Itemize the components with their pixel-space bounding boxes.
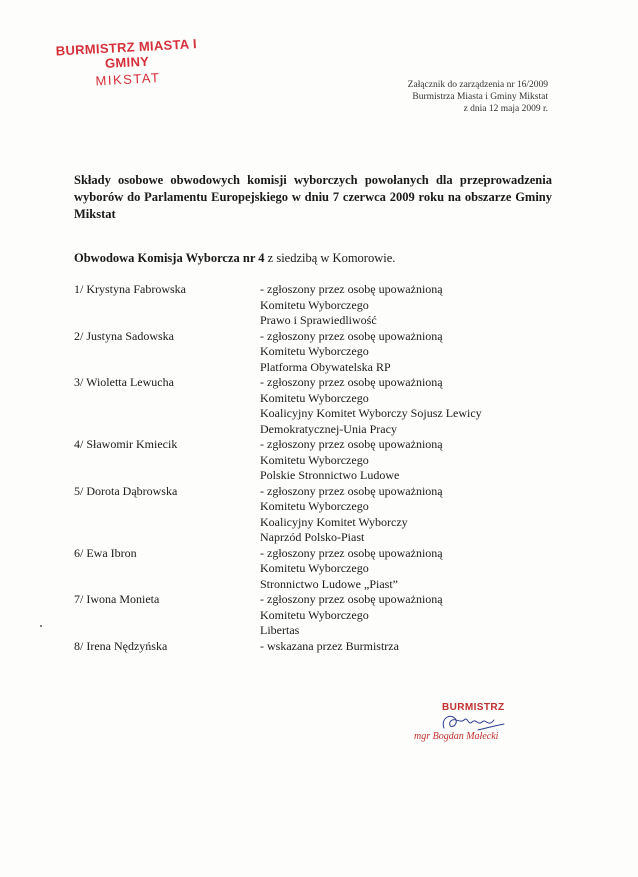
attachment-line-1: Załącznik do zarządzenia nr 16/2009	[407, 80, 548, 90]
nomination-line: Libertas	[260, 623, 300, 637]
stamp-line-1: BURMISTRZ MIASTA I GMINY	[55, 36, 198, 71]
nomination-line: Komitetu Wyborczego	[260, 452, 369, 467]
commission-location: z siedzibą w Komorowie.	[264, 251, 396, 265]
member-entry	[74, 639, 554, 655]
commission-name: Obwodowa Komisja Wyborcza nr 4	[74, 251, 265, 265]
nomination-line: Demokratycznej-Unia Pracy	[260, 421, 397, 436]
nomination-line: Platforma Obywatelska RP	[260, 359, 391, 374]
office-stamp	[46, 36, 208, 91]
attachment-line-3: z dnia 12 maja 2009 r.	[463, 104, 548, 114]
nomination-line: Polskie Stronnictwo Ludowe	[260, 468, 400, 482]
nomination-line: - zgłoszony przez osobę upoważnioną	[260, 437, 443, 451]
nomination-line: Komitetu Wyborczego	[260, 390, 369, 405]
member-name: 1/ Krystyna Fabrowska	[74, 282, 186, 296]
member-nomination	[260, 546, 554, 593]
member-entry	[74, 329, 554, 376]
commission-heading	[74, 250, 395, 266]
member-name: 5/ Dorota Dąbrowska	[74, 483, 178, 498]
member-nomination	[260, 375, 554, 437]
member-entry	[74, 592, 554, 639]
nomination-line: Komitetu Wyborczego	[260, 344, 369, 358]
nomination-line: Koalicyjny Komitet Wyborczy	[260, 514, 408, 529]
member-entry	[74, 282, 554, 329]
nomination-line: - zgłoszony przez osobę upoważnioną	[260, 328, 443, 343]
nomination-line: Komitetu Wyborczego	[260, 607, 369, 622]
nomination-line: - zgłoszony przez osobę upoważnioną	[260, 545, 443, 560]
member-name: 6/ Ewa Ibron	[74, 545, 137, 560]
nomination-line: Stronnictwo Ludowe „Piast”	[260, 576, 398, 591]
nomination-line: - wskazana przez Burmistrza	[260, 638, 399, 653]
member-nomination	[260, 639, 554, 655]
member-nomination	[260, 282, 554, 329]
member-nomination	[260, 592, 554, 639]
stamp-line-2: MIKSTAT	[95, 70, 161, 89]
document-title: Składy osobowe obwodowych komisji wyborczych powołanych dla przeprowadzenia wyborów do Parlamentu Europejskiego w dniu 7 czerwca 2009 roku na obszarze Gminy Mikstat	[74, 173, 552, 221]
nomination-line: Komitetu Wyborczego	[260, 499, 369, 513]
signature-role: BURMISTRZ	[442, 702, 505, 713]
nomination-line: Komitetu Wyborczego	[260, 297, 369, 312]
member-name: 3/ Wioletta Lewucha	[74, 375, 174, 389]
nomination-line: - zgłoszony przez osobę upoważnioną	[260, 592, 443, 606]
member-entry	[74, 375, 554, 437]
member-nomination	[260, 484, 554, 546]
attachment-line-2: Burmistrza Miasta i Gminy Mikstat	[412, 92, 548, 102]
nomination-line: Prawo i Sprawiedliwość	[260, 313, 377, 327]
signature-block	[408, 702, 548, 752]
member-name: 7/ Iwona Monieta	[74, 592, 160, 606]
nomination-line: - zgłoszony przez osobę upoważnioną	[260, 483, 443, 498]
nomination-line: Komitetu Wyborczego	[260, 561, 369, 575]
member-nomination	[260, 437, 554, 484]
member-nomination	[260, 329, 554, 376]
nomination-line: - zgłoszony przez osobę upoważnioną	[260, 282, 443, 296]
nomination-line: Naprzód Polsko-Piast	[260, 530, 365, 544]
nomination-line: Koalicyjny Komitet Wyborczy Sojusz Lewicy	[260, 406, 482, 420]
nomination-line: - zgłoszony przez osobę upoważnioną	[260, 375, 443, 389]
member-name: 4/ Sławomir Kmiecik	[74, 437, 178, 451]
member-name: 8/ Irena Nędzyńska	[74, 638, 168, 653]
member-entry	[74, 437, 554, 484]
member-name: 2/ Justyna Sadowska	[74, 328, 174, 343]
scan-speck	[40, 625, 42, 627]
member-entry	[74, 546, 554, 593]
member-entry	[74, 484, 554, 546]
members-list	[74, 282, 554, 654]
attachment-note	[408, 79, 548, 115]
signature-name: mgr Bogdan Małecki	[414, 731, 499, 742]
